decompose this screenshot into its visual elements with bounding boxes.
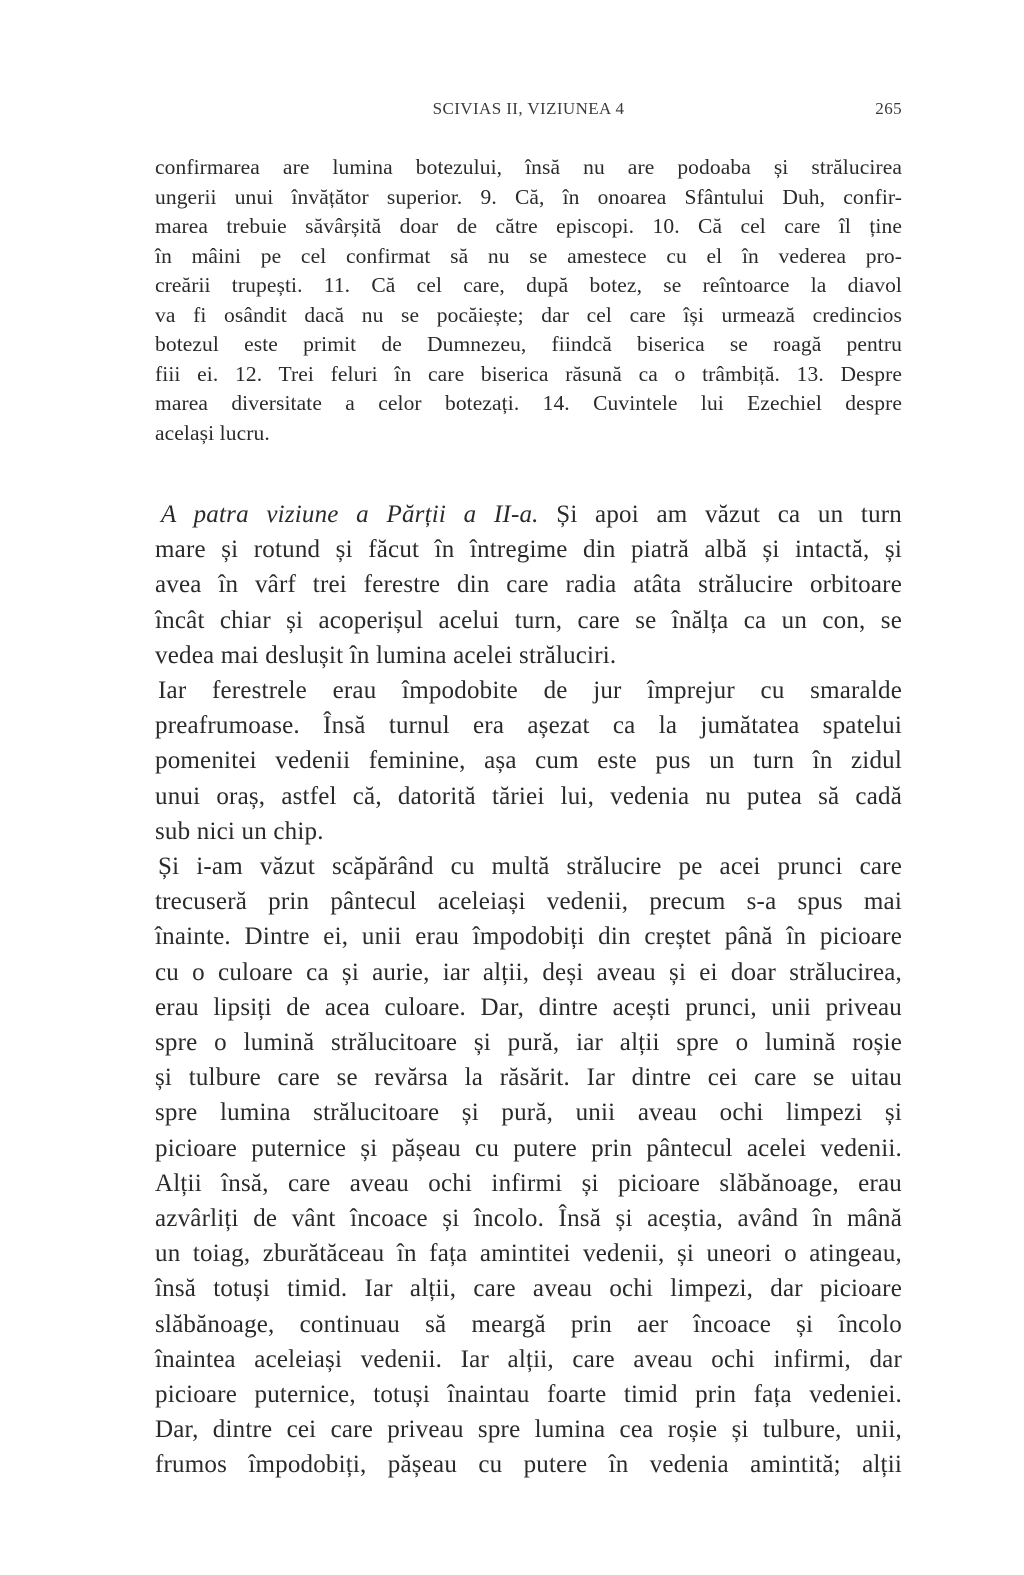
body-line: spre o lumină strălucitoare și pură, iar alții spre o lumină roșie (155, 1029, 902, 1057)
body-line: sub nici un chip. (155, 817, 324, 845)
summary-line: același lucru. (155, 420, 270, 445)
body-line-rest: Și apoi am văzut ca un turn (538, 501, 902, 528)
body-line: picioare puternice și pășeau cu putere prin pântecul acelei vedenii. (155, 1134, 902, 1162)
body-line: însă totuși timid. Iar alții, care aveau ochi limpezi, dar picioare (155, 1275, 902, 1303)
paragraph-vision-intro (155, 497, 902, 673)
running-head-title: SCIVIAS II, VIZIUNEA 4 (432, 99, 625, 118)
body-line: avea în vârf trei ferestre din care radia atâta strălucire orbitoare (155, 571, 902, 599)
body-line: și tulbure care se revărsa la răsărit. Iar dintre cei care se uitau (155, 1064, 902, 1092)
body-text (155, 497, 902, 1483)
summary-line: va fi osândit dacă nu se pocăiește; dar cel care își urmează credincios (155, 302, 902, 327)
paragraph-children (155, 849, 902, 1483)
body-line: unui oraș, astfel că, datorită tăriei lui, vedenia nu putea să cadă (155, 782, 902, 810)
body-line (155, 497, 902, 532)
body-line: Iar ferestrele erau împodobite de jur împrejur cu smaralde (158, 677, 902, 705)
body-line: preafrumoase. Însă turnul era așezat ca la jumătatea spatelui (155, 712, 902, 740)
body-line: Alții însă, care aveau ochi infirmi și picioare slăbănoage, erau (155, 1169, 902, 1197)
summary-line: marea diversitate a celor botezați. 14. Cuvintele lui Ezechiel despre (155, 391, 902, 415)
body-line: vedea mai deslușit în lumina acelei străluciri. (155, 641, 617, 669)
body-line: cu o culoare ca și aurie, iar alții, deși aveau și ei doar strălucirea, (155, 958, 902, 986)
body-line: spre lumina strălucitoare și pură, unii aveau ochi limpezi și (155, 1099, 902, 1127)
vision-heading-italic: A patra viziune a Părții a II-a. (161, 501, 539, 528)
body-line: pomenitei vedenii feminine, așa cum este pus un turn în zidul (155, 747, 902, 775)
running-head (155, 99, 902, 127)
body-line: trecuseră prin pântecul aceleiași vedenii, precum s-a spus mai (155, 888, 902, 916)
body-line: mare și rotund și făcut în întregime din piatră albă și intactă, și (155, 536, 902, 564)
body-line: slăbănoage, continuau să meargă prin aer încoace și încolo (155, 1310, 902, 1338)
summary-line: creării trupești. 11. Că cel care, după botez, se reîntoarce la diavol (155, 273, 902, 297)
body-line: Și i-am văzut scăpărând cu multă strălucire pe acei prunci care (158, 853, 902, 881)
summary-line: fiii ei. 12. Trei feluri în care biserica răsună ca o trâmbiță. 13. Despre (155, 361, 902, 386)
body-line: înaintea aceleiași vedenii. Iar alții, care aveau ochi infirmi, dar (155, 1345, 902, 1373)
body-line: picioare puternice, totuși înaintau foarte timid prin fața vedeniei. (155, 1381, 902, 1409)
chapter-summary (155, 153, 902, 448)
summary-line: marea trebuie săvârșită doar de către episcopi. 10. Că cel care îl ține (155, 214, 902, 238)
summary-line: în mâini pe cel confirmat să nu se amestece cu el în vederea pro- (155, 243, 902, 268)
summary-line: botezul este primit de Dumnezeu, fiindcă biserica se roagă pentru (155, 332, 902, 356)
summary-line: ungerii unui învățător superior. 9. Că, în onoarea Sfântului Duh, confir- (155, 184, 902, 209)
summary-line: confirmarea are lumina botezului, însă nu are podoaba și strălucirea (155, 155, 902, 179)
body-line: Dar, dintre cei care priveau spre lumina cea roșie și tulbure, unii, (155, 1416, 902, 1444)
paragraph-windows (155, 673, 902, 849)
body-line: înainte. Dintre ei, unii erau împodobiți din creștet până în picioare (155, 923, 902, 951)
body-line: un toiag, zburătăceau în fața amintitei vedenii, și uneori o atingeau, (155, 1240, 902, 1268)
body-line: încât chiar și acoperișul acelui turn, care se înălța ca un con, se (155, 606, 902, 634)
page-number: 265 (875, 99, 902, 118)
body-line: frumos împodobiți, pășeau cu putere în vedenia amintită; alții (155, 1451, 902, 1479)
body-line: erau lipsiți de acea culoare. Dar, dintre acești prunci, unii priveau (155, 993, 902, 1021)
body-line: azvârliți de vânt încoace și încolo. Însă și aceștia, având în mână (155, 1205, 902, 1233)
